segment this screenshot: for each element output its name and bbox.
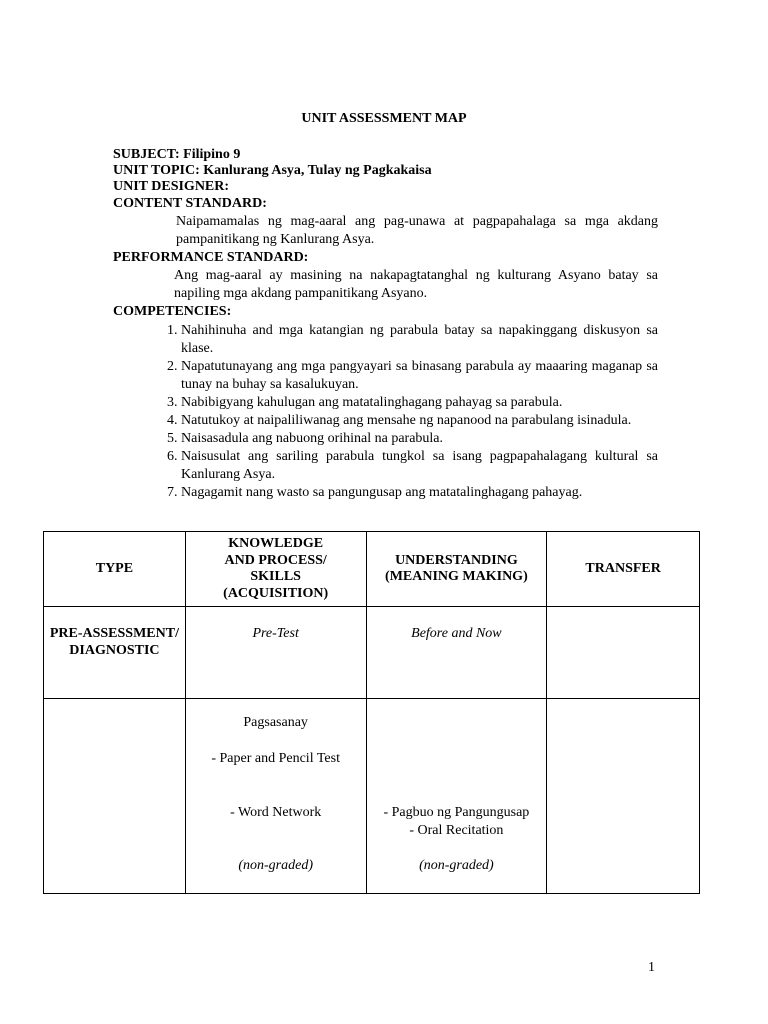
unit-topic-line: UNIT TOPIC: Kanlurang Asya, Tulay ng Pagkakaisa — [113, 163, 432, 179]
competency-item: 5. Naisasadula ang nabuong orihinal na parabula. — [181, 430, 658, 448]
competency-item: 7. Nagagamit nang wasto sa pangungusap ang matatalinghagang pahayag. — [181, 484, 658, 502]
competencies-list — [113, 322, 658, 502]
content-standard-text: Naipamamalas ng mag-aaral ang pag-unawa at pagpapahalaga sa mga akdang pampanitikang ng Kanlurang Asya. — [176, 213, 658, 247]
competency-item: 2. Napatutunayang ang mga pangyayari sa binasang parabula ay maaaring maganap sa tunay na buhay sa kasalukuyan. — [181, 358, 658, 394]
pre-assessment-type-line: DIAGNOSTIC — [69, 642, 160, 658]
header-knowledge — [185, 532, 366, 607]
assessment-map-table — [43, 531, 700, 894]
competency-item: 6. Naisusulat ang sariling parabula tungkol sa isang pagpapahalagang kultural sa Kanlurang Asya. — [181, 448, 658, 484]
pre-assessment-type-line: PRE-ASSESSMENT/ — [49, 626, 179, 641]
header-understanding-line: UNDERSTANDING — [395, 552, 518, 568]
header-type: TYPE — [44, 532, 186, 607]
table-row — [44, 699, 700, 894]
pre-assessment-knowledge-cell: Pre-Test — [185, 607, 366, 699]
understanding-item: - Pagbuo ng Pangungusap — [383, 805, 530, 820]
performance-standard-text: Ang mag-aaral ay masining na nakapagtatanghal ng kulturang Asyano batay sa napiling mga akdang pampanitikang Asyano. — [174, 268, 658, 302]
knowledge-title: Pagsasanay — [243, 715, 308, 730]
pre-assessment-understanding-cell: Before and Now — [366, 607, 547, 699]
content-standard-label: CONTENT STANDARD: — [113, 195, 267, 211]
formative-understanding-cell — [366, 699, 547, 894]
header-knowledge-line: KNOWLEDGE — [228, 536, 324, 551]
page-number: 1 — [648, 960, 655, 975]
table-header-row — [44, 532, 700, 607]
table-row — [44, 607, 700, 699]
formative-transfer-cell — [547, 699, 700, 894]
formative-knowledge-cell — [185, 699, 366, 894]
header-understanding — [366, 532, 547, 607]
competencies-label: COMPETENCIES: — [113, 304, 232, 320]
competency-item: 1. Nahihinuha and mga katangian ng parabula batay sa napakinggang diskusyon sa klase. — [181, 322, 658, 358]
header-knowledge-line: SKILLS — [250, 569, 301, 584]
knowledge-item: - Word Network — [230, 805, 322, 820]
header-transfer: TRANSFER — [547, 532, 700, 607]
pre-assessment-type-cell — [44, 607, 186, 699]
unit-designer-line: UNIT DESIGNER: — [113, 179, 230, 195]
document-title: UNIT ASSESSMENT MAP — [301, 111, 467, 126]
knowledge-item: - Paper and Pencil Test — [211, 751, 340, 766]
header-knowledge-line: AND PROCESS/ — [224, 552, 327, 568]
subject-line: SUBJECT: Filipino 9 — [113, 147, 241, 162]
pre-assessment-transfer-cell — [547, 607, 700, 699]
competency-item: 4. Natutukoy at naipaliliwanag ang mensahe ng napanood na parabulang isinadula. — [181, 412, 658, 430]
understanding-note: (non-graded) — [419, 858, 494, 873]
competency-item: 3. Nabibigyang kahulugan ang matatalinghagang pahayag sa parabula. — [181, 394, 658, 412]
formative-type-cell — [44, 699, 186, 894]
performance-standard-label: PERFORMANCE STANDARD: — [113, 249, 309, 265]
unit-metadata — [113, 147, 658, 502]
understanding-item: - Oral Recitation — [409, 823, 504, 838]
header-knowledge-line: (ACQUISITION) — [223, 585, 329, 601]
knowledge-note: (non-graded) — [238, 858, 313, 873]
header-understanding-line: (MEANING MAKING) — [385, 569, 528, 584]
